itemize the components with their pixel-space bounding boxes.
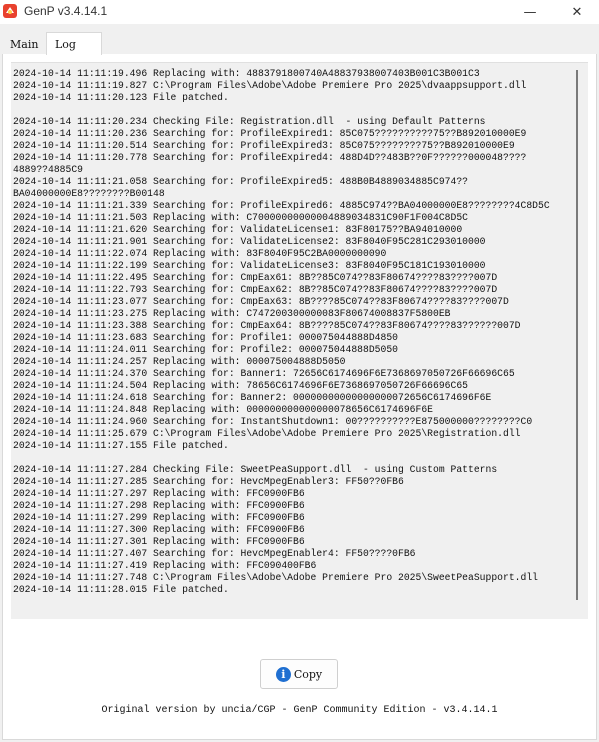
log-line: 2024-10-14 11:11:27.300 Replacing with: FFC0900FB6 bbox=[13, 524, 305, 535]
minimize-icon: — bbox=[523, 4, 537, 20]
log-line: 2024-10-14 11:11:28.015 File patched. bbox=[13, 584, 229, 595]
log-line: 2024-10-14 11:11:22.199 Searching for: ValidateLicense3: 83F8040F95C181C193010000 bbox=[13, 260, 486, 271]
log-line bbox=[13, 452, 573, 464]
info-icon: i bbox=[276, 667, 291, 682]
log-line: 2024-10-14 11:11:23.077 Searching for: CmpEax63: 8B????85C074??83F80674????83????007D bbox=[13, 296, 509, 307]
genp-logo-icon bbox=[2, 3, 18, 19]
close-icon: ✕ bbox=[571, 4, 583, 20]
tab-bar bbox=[0, 24, 599, 54]
log-line: 2024-10-14 11:11:20.514 Searching for: ProfileExpired3: 85C075????????75??B892010000E9 bbox=[13, 140, 515, 151]
log-line: 2024-10-14 11:11:19.827 C:\Program Files\Adobe\Adobe Premiere Pro 2025\dvaappsupport.dll bbox=[13, 80, 527, 91]
log-line: 2024-10-14 11:11:21.503 Replacing with: C70000000000004889034831C90F1F004C8D5C bbox=[13, 212, 469, 223]
tab-log[interactable] bbox=[46, 32, 102, 55]
footer-credits: Original version by uncia/CGP - GenP Community Edition - v3.4.14.1 bbox=[101, 705, 498, 716]
log-line: 2024-10-14 11:11:20.123 File patched. bbox=[13, 92, 229, 103]
log-line: 2024-10-14 11:11:24.370 Searching for: Banner1: 72656C6174696F6E7368697050726F66696C65 bbox=[13, 368, 515, 379]
tab-main[interactable] bbox=[2, 34, 46, 54]
log-line: 2024-10-14 11:11:27.748 C:\Program Files\Adobe\Adobe Premiere Pro 2025\SweetPeaSupport.dll bbox=[13, 572, 539, 583]
log-line: 2024-10-14 11:11:24.848 Replacing with: 000000000000000078656C6174696F6E bbox=[13, 404, 434, 415]
log-line: 2024-10-14 11:11:24.960 Searching for: InstantShutdown1: 00??????????E875000000????????C0 bbox=[13, 416, 533, 427]
log-line: 2024-10-14 11:11:27.285 Searching for: HevcMpegEnabler3: FF50??0FB6 bbox=[13, 476, 404, 487]
log-output[interactable] bbox=[11, 62, 588, 619]
log-line: 2024-10-14 11:11:25.679 C:\Program Files\Adobe\Adobe Premiere Pro 2025\Registration.dll bbox=[13, 428, 521, 439]
log-line: 2024-10-14 11:11:24.618 Searching for: Banner2: 00000000000000000072656C6174696F6E bbox=[13, 392, 492, 403]
log-line: 2024-10-14 11:11:22.495 Searching for: CmpEax61: 8B??85C074??83F80674????83????007D bbox=[13, 272, 498, 283]
log-line: 2024-10-14 11:11:27.407 Searching for: HevcMpegEnabler4: FF50????0FB6 bbox=[13, 548, 416, 559]
log-line: 2024-10-14 11:11:23.683 Searching for: Profile1: 000075044888D4850 bbox=[13, 332, 399, 343]
log-line bbox=[13, 104, 573, 116]
log-line: 2024-10-14 11:11:21.058 Searching for: ProfileExpired5: 488B0B4889034885C974?? bbox=[13, 176, 469, 187]
title-bar bbox=[0, 0, 599, 24]
log-line: 2024-10-14 11:11:27.298 Replacing with: FFC0900FB6 bbox=[13, 500, 305, 511]
log-line: 2024-10-14 11:11:27.299 Replacing with: FFC0900FB6 bbox=[13, 512, 305, 523]
log-line: 2024-10-14 11:11:27.419 Replacing with: FFC090400FB6 bbox=[13, 560, 317, 571]
log-line: 4889??4885C9 bbox=[13, 164, 84, 175]
log-line: 2024-10-14 11:11:24.011 Searching for: Profile2: 000075044888D5050 bbox=[13, 344, 399, 355]
log-line: 2024-10-14 11:11:24.257 Replacing with: 000075004888D5050 bbox=[13, 356, 346, 367]
log-line: 2024-10-14 11:11:24.504 Replacing with: 78656C6174696F6E7368697050726F66696C65 bbox=[13, 380, 469, 391]
log-line: 2024-10-14 11:11:27.284 Checking File: SweetPeaSupport.dll - using Custom Patterns bbox=[13, 464, 498, 475]
log-line: 2024-10-14 11:11:27.297 Replacing with: FFC0900FB6 bbox=[13, 488, 305, 499]
tab-log-label: Log bbox=[55, 37, 76, 51]
log-line: 2024-10-14 11:11:19.496 Replacing with: 4883791800740A48837938007403B001C3B001C3 bbox=[13, 68, 480, 79]
log-line: 2024-10-14 11:11:27.301 Replacing with: FFC0900FB6 bbox=[13, 536, 305, 547]
log-scrollbar[interactable] bbox=[576, 70, 578, 600]
log-line: 2024-10-14 11:11:20.778 Searching for: ProfileExpired4: 488D4D??483B??0F??????000048???? bbox=[13, 152, 527, 163]
minimize-button[interactable] bbox=[508, 0, 552, 24]
log-text bbox=[13, 68, 573, 596]
copy-button-label: Copy bbox=[293, 667, 323, 681]
log-line: 2024-10-14 11:11:22.074 Replacing with: 83F8040F95C2BA0000000090 bbox=[13, 248, 387, 259]
log-line: 2024-10-14 11:11:21.339 Searching for: ProfileExpired6: 4885C974??BA04000000E8????????4C8D5C bbox=[13, 200, 550, 211]
window-title: GenP v3.4.14.1 bbox=[24, 4, 108, 18]
log-line: BA04000000E8????????B00148 bbox=[13, 188, 165, 199]
log-line: 2024-10-14 11:11:21.620 Searching for: ValidateLicense1: 83F80175??BA94010000 bbox=[13, 224, 463, 235]
log-line: 2024-10-14 11:11:21.901 Searching for: ValidateLicense2: 83F8040F95C281C293010000 bbox=[13, 236, 486, 247]
tab-main-label: Main bbox=[10, 37, 39, 51]
copy-button[interactable] bbox=[260, 659, 338, 689]
log-line: 2024-10-14 11:11:20.234 Checking File: Registration.dll - using Default Patterns bbox=[13, 116, 486, 127]
log-line: 2024-10-14 11:11:20.236 Searching for: ProfileExpired1: 85C075??????????75??B892010000E9 bbox=[13, 128, 527, 139]
close-button[interactable] bbox=[555, 0, 599, 24]
log-line: 2024-10-14 11:11:23.388 Searching for: CmpEax64: 8B????85C074??83F80674????83??????007D bbox=[13, 320, 521, 331]
log-line: 2024-10-14 11:11:22.793 Searching for: CmpEax62: 8B??85C074??83F80674????83????007D bbox=[13, 284, 498, 295]
log-line: 2024-10-14 11:11:27.155 File patched. bbox=[13, 440, 229, 451]
log-line: 2024-10-14 11:11:23.275 Replacing with: C747200300000083F80674008837F5800EB bbox=[13, 308, 451, 319]
